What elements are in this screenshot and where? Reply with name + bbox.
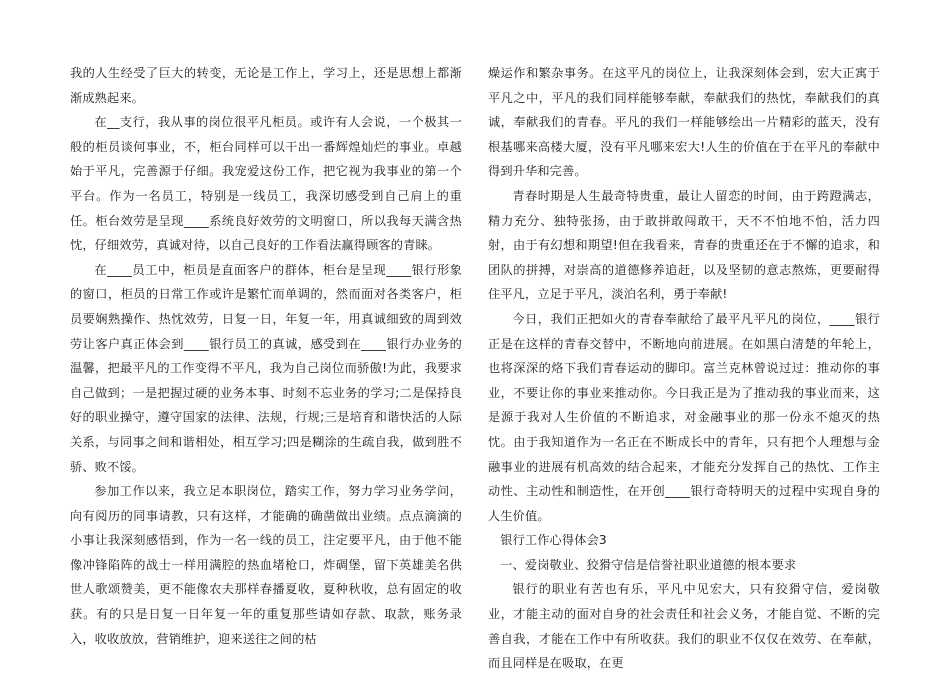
left-column [70, 61, 462, 651]
section-subheading: 一、爱岗敬业、狡猾守信是信誉社职业道德的根本要求 [500, 557, 797, 572]
section-heading: 银行工作心得体会3 [500, 533, 607, 548]
paragraph-teller-role: 在__支行，我从事的岗位很平凡柜员。或许有人会说，一个极其一般的柜员谈何事业，不，柜台同样可以干出一番辉煌灿烂的事业。卓越始于平凡，完善源于仔细。我宠爱这份工作，把它视为我事业的第一个平台。作为一名员工，特别是一线员工，我深切感受到自己肩上的重任。柜台效劳是呈现____系统良好效劳的文明窗口，所以我每天满含热忱，仔细效劳，真诚对待，以自己良好的工作看法赢得顾客的青睐。 [70, 115, 462, 253]
paragraph-continued: 我的人生经受了巨大的转变，无论是工作上，学习上，还是思想上都渐渐成熟起来。 [70, 66, 462, 105]
paragraph-today: 今日，我们正把如火的青春奉献给了最平凡平凡的岗位，____银行正是在这样的青春交替中，不断地向前进展。在如黑白清楚的年轮上，也将深深的烙下我们青春运动的脚印。富兰克林曾说过过：推动你的事业，不要让你的事业来推动你。今日我正是为了推动我的事业而来，这是源于我对人生价值的不断追求，对金融事业的那一份永不熄灭的热忱。由于我知道作为一名正在不断成长中的青年，只有把个人理想与金融事业的进展有机高效的结合起来，才能充分发挥自己的热忱、工作主动性、主动性和制造性，在开创____银行奇特明天的过程中实现自身的人生价值。 [488, 311, 880, 523]
paragraph-continued: 燥运作和繁杂事务。在这平凡的岗位上，让我深刻体会到，宏大正寓于平凡之中，平凡的我们同样能够奉献，奉献我们的热忱，奉献我们的真诚，奉献我们的青春。平凡的我们一样能够绘出一片精彩的蓝天，没有根基哪来高楼大厦，没有平凡哪来宏大!人生的价值在于在平凡的奉献中得到升华和完善。 [488, 66, 880, 179]
paragraph-youth: 青春时期是人生最奇特贵重，最让人留恋的时间，由于跨蹬满志，精力充分、独特张扬，由于敢拼敢闯敢干，天不不怕地不怕，活力四射，由于有幻想和期望!但在我看来，青春的贵重还在于不懈的追求，和团队的拼搏，对崇高的道德修养追赶，以及坚韧的意志熬炼，更要耐得住平凡，立足于平凡，淡泊名利，勇于奉献! [488, 188, 880, 302]
paragraph-teller-duties: 在____员工中，柜员是直面客户的群体，柜台是呈现____银行形象的窗口，柜员的日常工作或许是繁忙而单调的，然而面对各类客户，柜员要娴熟操作、热忱效劳，日复一日，年复一年，用真诚细致的周到效劳让客户真正体会到____银行员工的真诚，感受到在____银行办业务的温馨，把最平凡的工作变得不平凡，我为自己岗位而骄傲!为此，我要求自己做到；一是把握过硬的业务本事、时刻不忘业务的学习;二是保持良好的职业操守，遵守国家的法律、法规，行规;三是培育和谐快活的人际关系，与同事之间和谐相处，相互学习;四是糊涂的生疏自我，做到胜不骄、败不馁。 [70, 262, 462, 474]
right-column [488, 61, 880, 676]
paragraph-profession: 银行的职业有苦也有乐，平凡中见宏大，只有狡猾守信，爱岗敬业，才能主动的面对自身的社会责任和社会义务，才能自觉、不断的完善自我，才能在工作中有所收获。我们的职业不仅仅在效劳、在奉献，而且同样是在吸取，在更 [488, 582, 880, 671]
paragraph-work-experience: 参加工作以来，我立足本职岗位，踏实工作，努力学习业务学问，向有阅历的同事请教，只有这样，才能确的确凿做出业绩。点点滴滴的小事让我深刻感悟到，作为一名一线的员工，注定要平凡，由于他不能像冲锋陷阵的战士一样用满腔的热血堵枪口，炸碉堡，留下英雄美名供世人歌颂赞美，更不能像农夫那样春播夏收，夏种秋收，总有固定的收获。有的只是日复一日年复一年的重复那些请如存款、取款，账务录入，收收放放，营销维护，迎来送往之间的枯 [70, 484, 462, 646]
